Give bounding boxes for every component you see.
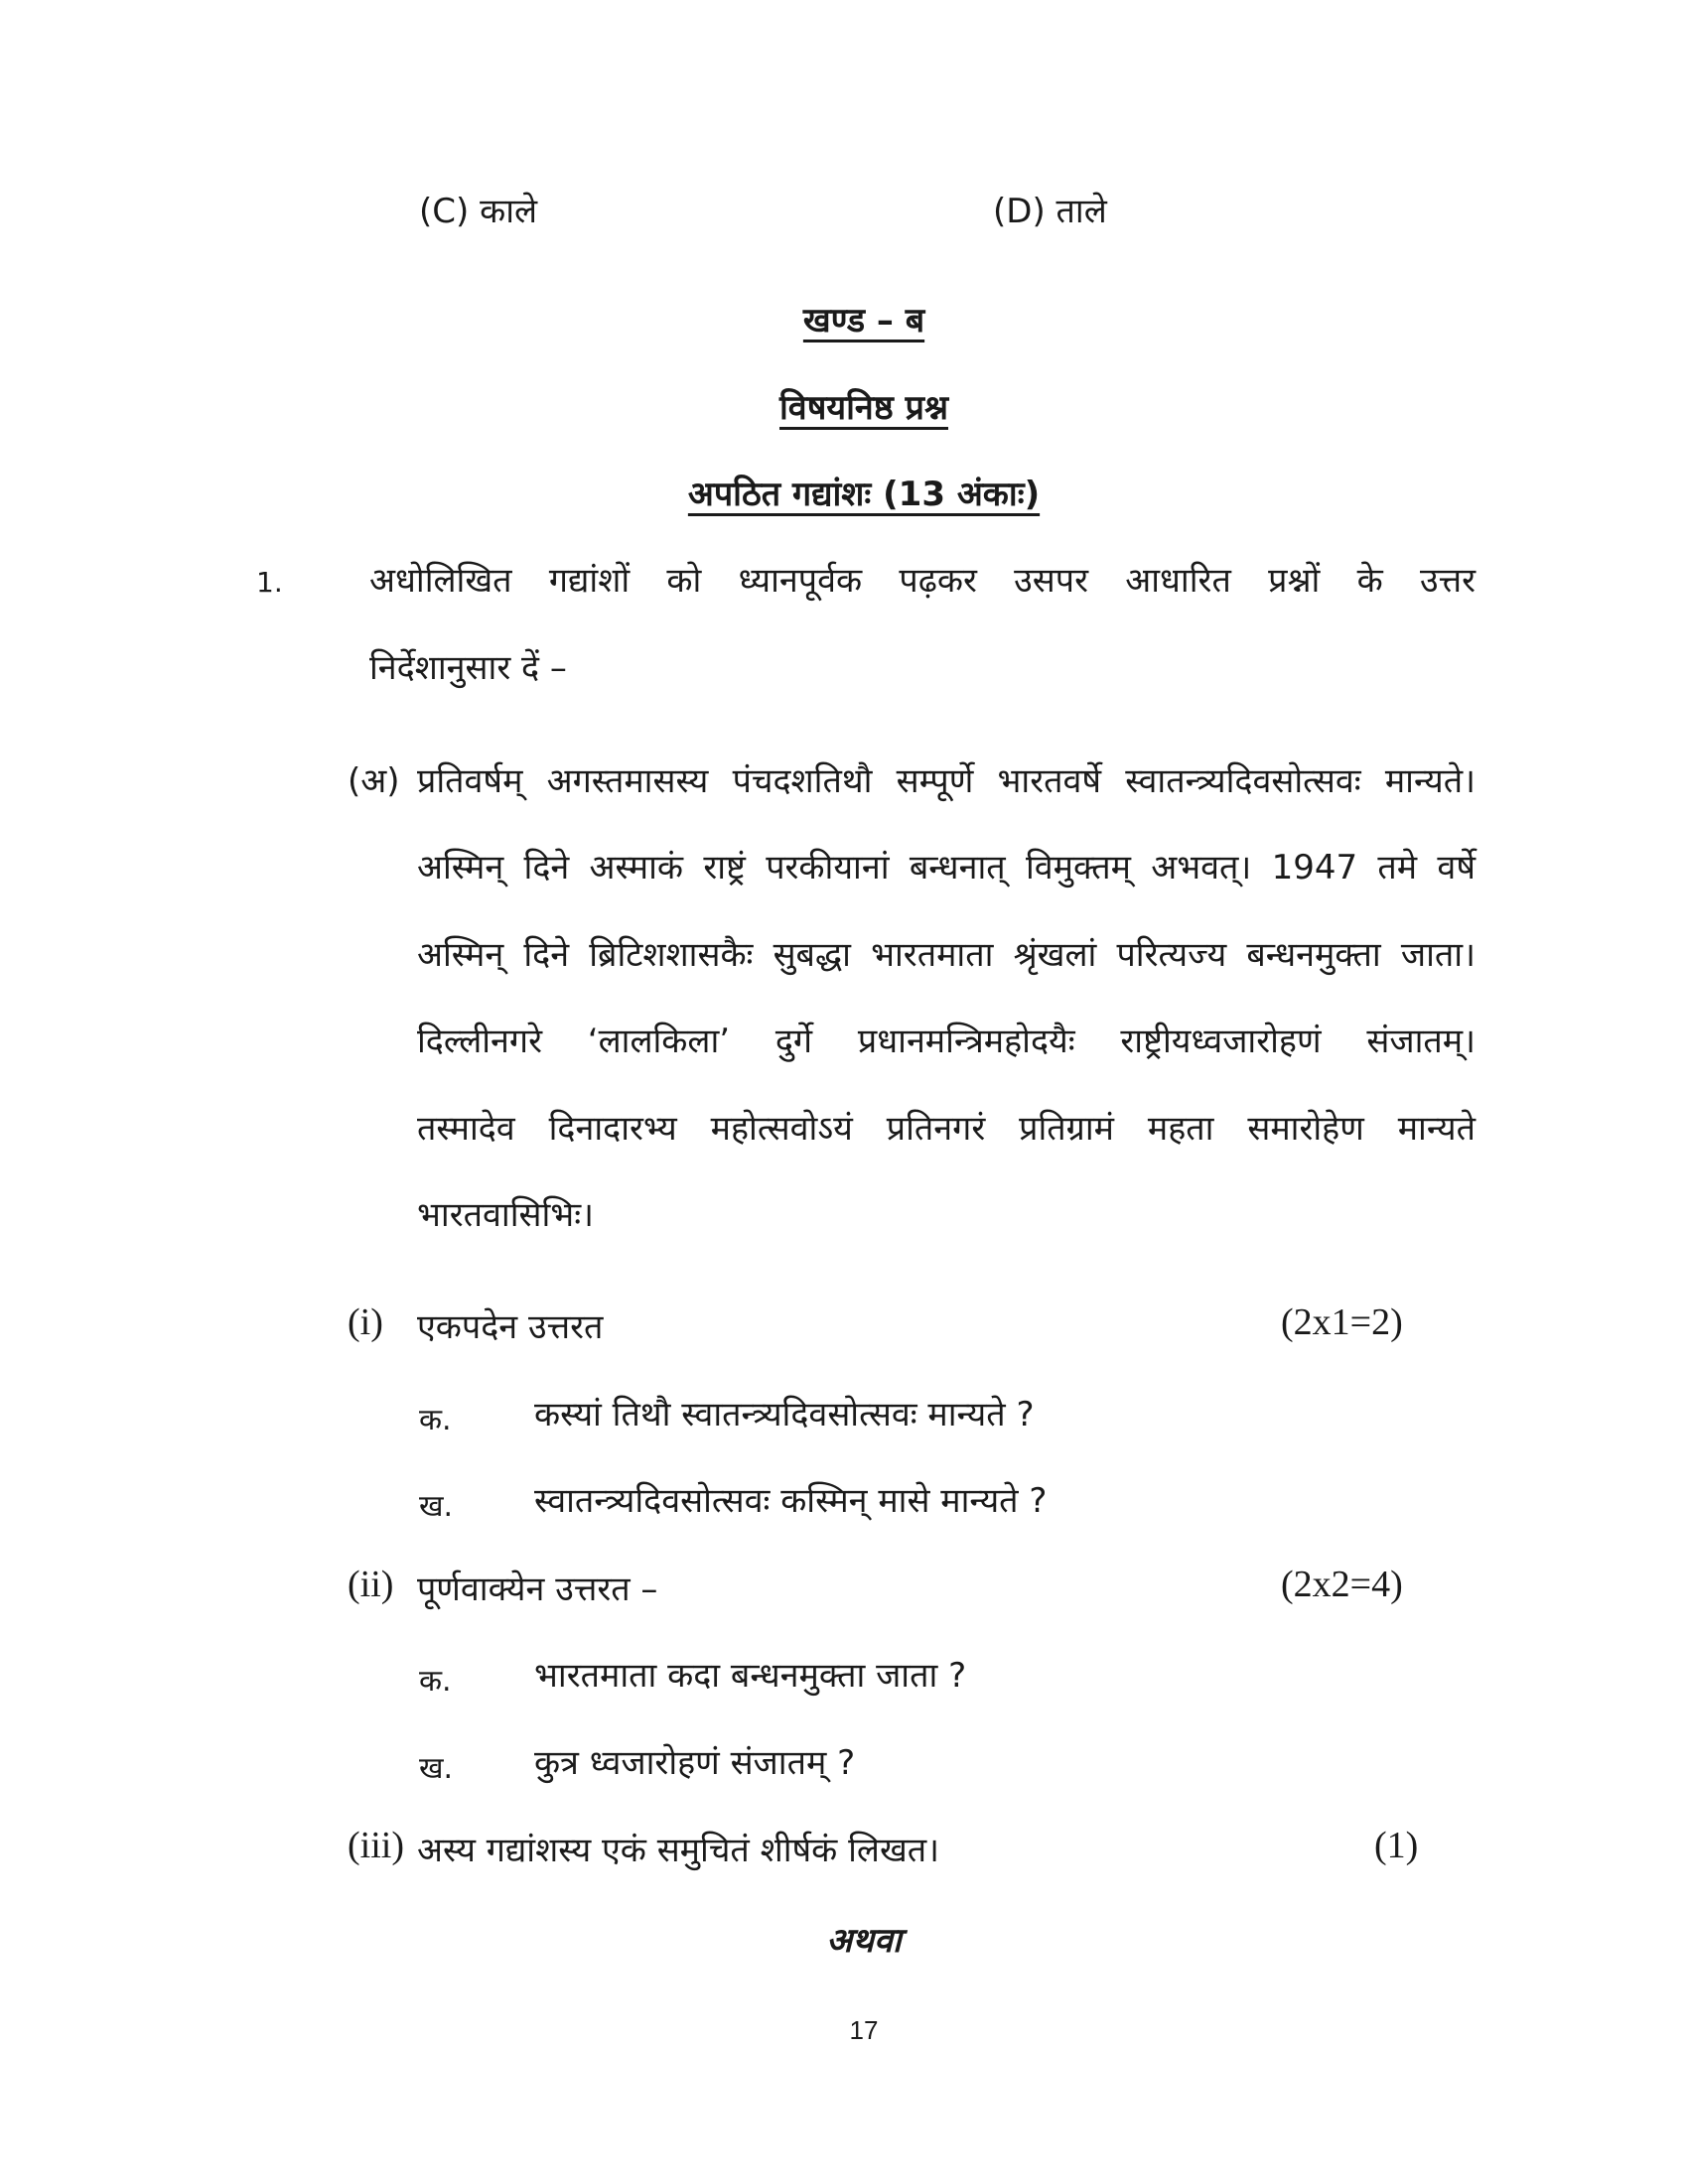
item-label: ख. [419,1751,454,1786]
passage-line: तस्मादेव दिनादारभ्य महोत्सवोऽयं प्रतिनगरं प्रतिग्रामं महता समारोहेण मान्यते [417,1109,1476,1149]
subquestion-iii-text: अस्य गद्यांशस्य एकं समुचितं शीर्षकं लिखत। [417,1831,940,1870]
instruction-line-2: निर्देशानुसार दें – [369,648,567,688]
passage-line: प्रतिवर्षम् अगस्तमासस्य पंचदशतिथौ सम्पूर्णे भारतवर्षे स्वातन्त्र्यदिवसोत्सवः मान्यते। [417,761,1476,801]
question-number: 1. [256,566,283,599]
item-text: कस्यां तिथौ स्वातन्त्र्यदिवसोत्सवः मान्यते ? [534,1395,1035,1434]
item-label: ख. [419,1489,454,1524]
item-text: भारतमाता कदा बन्धनमुक्ता जाता ? [534,1656,967,1696]
item-text: स्वातन्त्र्यदिवसोत्सवः कस्मिन् मासे मान्यते ? [534,1481,1048,1521]
passage-heading: अपठित गद्यांशः (13 अंकाः) [687,475,1041,514]
passage-line: अस्मिन् दिने ब्रिटिशशासकैः सुबद्धा भारतमाता श्रृंखलां परित्यज्य बन्धनमुक्ता जाता। [417,935,1476,975]
item-label: क. [419,1664,452,1699]
passage-line: भारतवासिभिः। [417,1195,594,1235]
item-label: क. [419,1403,452,1437]
page-number: 17 [849,2015,879,2045]
passage-line: दिल्लीनगरे ‘लालकिला’ दुर्गे प्रधानमन्त्रिमहोदयैः राष्ट्रीयध्वजारोहणं संजातम्। [417,1022,1476,1061]
subquestion-i-marks: (2x1=2) [1281,1301,1403,1343]
subquestion-ii-text: पूर्णवाक्येन उत्तरत – [417,1570,658,1609]
section-khand-heading: खण्ड – ब [802,301,925,341]
subquestion-i-text: एकपदेन उत्तरत [417,1307,604,1347]
subquestion-i-number: (i) [348,1301,383,1343]
subquestion-ii-marks: (2x2=4) [1281,1564,1403,1605]
section-type-heading: विषयनिष्ठ प्रश्न [778,388,948,428]
option-d: (D) ताले [993,192,1107,231]
item-text: कुत्र ध्वजारोहणं संजातम् ? [534,1743,856,1783]
subquestion-ii-number: (ii) [348,1564,394,1605]
passage-line: अस्मिन् दिने अस्माकं राष्ट्रं परकीयानां बन्धनात् विमुक्तम् अभवत्। 1947 तमे वर्षे [417,848,1476,887]
athava-label: अथवा [826,1921,902,1961]
subquestion-iii-marks: (1) [1374,1825,1419,1866]
subquestion-iii-number: (iii) [348,1825,404,1866]
instruction-line-1: अधोलिखित गद्यांशों को ध्यानपूर्वक पढ़कर उसपर आधारित प्रश्नों के उत्तर [369,561,1476,601]
option-c: (C) काले [419,192,538,231]
passage-label: (अ) [348,761,400,801]
